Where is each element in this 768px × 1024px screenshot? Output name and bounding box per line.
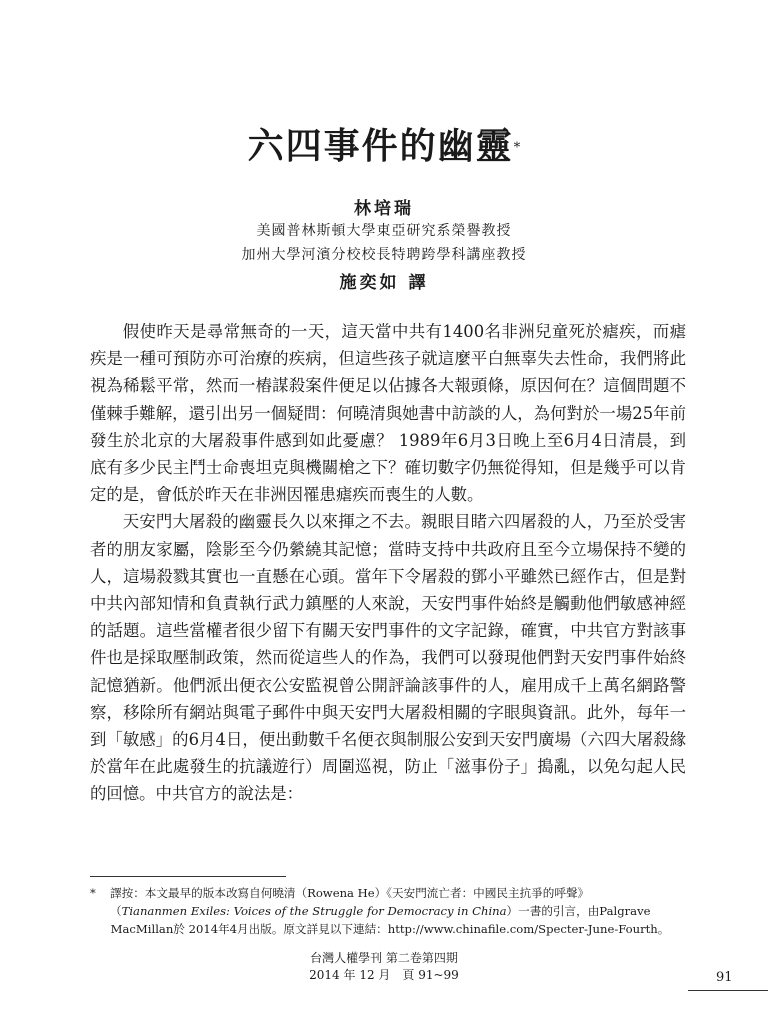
translator-name: 施奕如 譯	[339, 273, 429, 293]
footnote-mark: *	[90, 886, 96, 900]
footnote	[90, 884, 690, 938]
body-paragraph-1: 假使昨天是尋常無奇的一天，這天當中共有1400名非洲兒童死於瘧疾，而瘧疾是一種可預防亦可治療的疾病，但這些孩子就這麼平白無辜失去性命，我們將此視為稀鬆平常，然而一樁謀殺案件便足以佔據各大報頭條，原因何在？這個問題不僅棘手難解，還引出另一個疑問：何曉清與她書中訪談的人，為何對於一場25年前發生於北京的大屠殺事件感到如此憂慮？ 1989年6月3日晚上至6月4日清晨，到底有多少民主鬥士命喪坦克與機關槍之下？確切數字仍無從得知，但是幾乎可以肯定的是，會低於昨天在非洲因罹患瘧疾而喪生的人數。	[90, 322, 686, 505]
footnote-separator	[90, 876, 286, 877]
footnote-line-2: （Tiananmen Exiles: Voices of the Struggle for Democracy in China）一書的引言，由Palgrave	[110, 904, 651, 918]
journal-issue: 2014 年 12 月 頁 91~99	[309, 968, 459, 982]
author-affiliation-2: 加州大學河濱分校校長特聘跨學科講座教授	[241, 247, 527, 263]
article-body	[90, 318, 686, 808]
journal-name: 台灣人權學刊 第二卷第四期	[310, 951, 458, 965]
body-paragraph-2: 天安門大屠殺的幽靈長久以來揮之不去。親眼目睹六四屠殺的人，乃至於受害者的朋友家屬，陰影至今仍縈繞其記憶；當時支持中共政府且至今立場保持不變的人，這場殺戮其實也一直懸在心頭。當年下令屠殺的鄧小平雖然已經作古，但是對中共內部知情和負責執行武力鎮壓的人來說，天安門事件始終是觸動他們敏感神經的話題。這些當權者很少留下有關天安門事件的文字記錄，確實，中共官方對該事件也是採取壓制政策，然而從這些人的作為，我們可以發現他們對天安門事件始終記憶猶新。他們派出便衣公安監視曾公開評論該事件的人，雇用成千上萬名網路警察，移除所有網站與電子郵件中與天安門大屠殺相關的字眼與資訊。此外，每年一到「敏感」的6月4日，便出動數千名便衣與制服公安到天安門廣場（六四大屠殺緣於當年在此處發生的抗議遊行）周圍巡視，防止「滋事份子」搗亂，以免勾起人民的回憶。中共官方的說法是：	[90, 512, 686, 804]
footnote-book-title-en: Tiananmen Exiles: Voices of the Struggle for Democracy in China	[121, 904, 507, 918]
journal-info	[0, 950, 768, 984]
footnote-line-1: 譯按：本文最早的版本改寫自何曉清（Rowena He）《天安門流亡者：中國民主抗爭的呼聲》	[110, 886, 590, 900]
author-name: 林培瑞	[354, 199, 414, 219]
page-number-rule	[688, 990, 768, 991]
page-number: 91	[716, 970, 733, 985]
author-affiliation-1: 美國普林斯頓大學東亞研究系榮譽教授	[256, 223, 512, 239]
title-footnote-mark: *	[513, 140, 521, 156]
article-title: 六四事件的幽靈	[247, 125, 514, 167]
footnote-line-3: MacMillan於 2014年4月出版。原文詳見以下連結：http://www.chinafile.com/Specter-June-Fourth。	[110, 922, 670, 936]
footnote-line-2-rest: ）一書的引言，由Palgrave	[506, 904, 651, 918]
title-block	[0, 118, 768, 169]
